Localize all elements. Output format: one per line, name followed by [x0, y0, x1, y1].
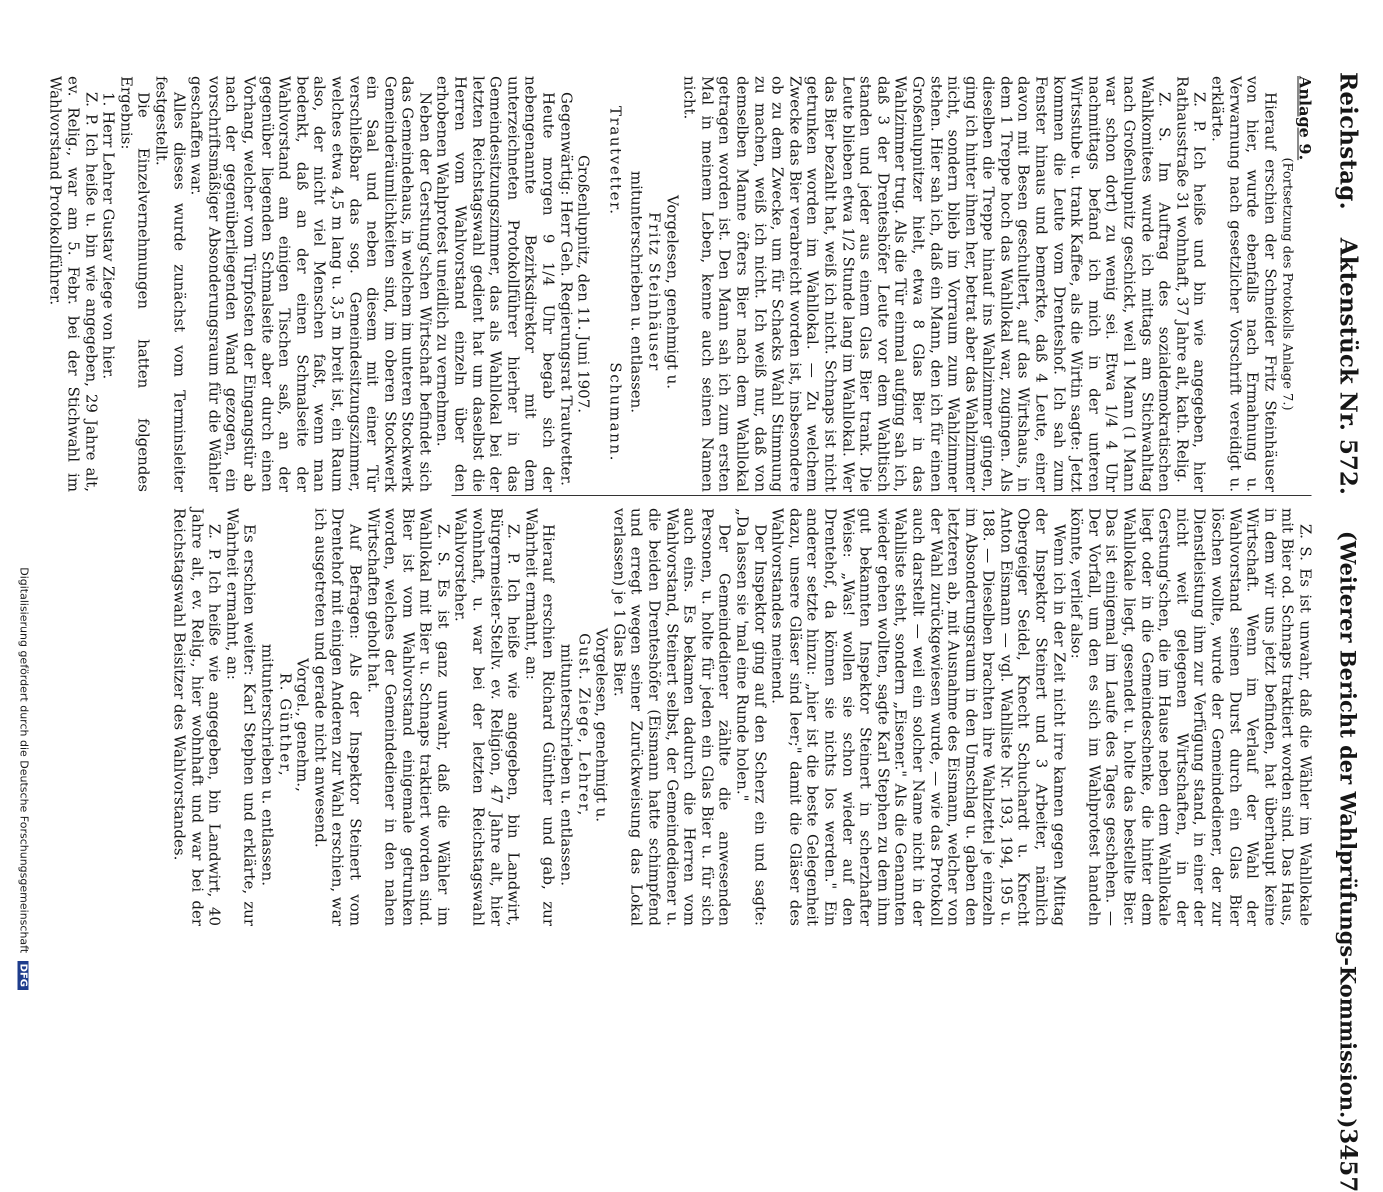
paragraph: Z. S. Es ist unwahr, daß die Wähler im Wahllokale mit Bier od. Schnaps traktiert worden sind. Das Haus, in dem wir uns jetzt befinden, hat überhaupt keine Wirtschaft. Wenn im Verlauf der Wahl der Wahlvorstand seinen Durst durch ein Glas Bier löschen wollte, wurde der Gemeindediener, der zur Dienstleistung ihm zur Verfügung stand, in einer der nicht weit gelegenen Wirtschaften, in der Gerstung'schen, die im Hause neben dem Wahllokale liegt oder in die Gemeindeschenke, die hinter dem Wahllokale liegt, gesendet u. holte das bestellte Bier. Das ist einigemal im Laufe des Tages geschehen. — Der Vorfall, um den es sich im Wahlprotest handeln könnte, verlief also: — [1067, 508, 1314, 926]
paragraph: Hierauf erschien der Schneider Fritz Steinhäuser von hier, wurde ebenfalls nach Ermahnung u. Verwarnung nach gesetzlicher Vorschrift vereidigt u. erklärte. — [1208, 76, 1279, 492]
signature-line: Vorgelesen, genehmigt u. — [662, 194, 681, 390]
paragraph: Neben der Gerstung'schen Wirtschaft befindet sich das Gemeindehaus, in welchem im unteren Stockwerk Gemeinderäumlichkeiten sind, im oberen Stockwerk ein Saal und neben diesem mit einer Tür verschließbar das sog. Gemeindesitzungszimmer, welches etwa 4,5 m lang u. 3,5 m breit ist, ein Raum also, der nicht viel Menschen faßt, wenn man bedenkt, daß an der einen Schmalseite der Wahlvorstand am einigen Tischen saß, an der gegenüber liegenden Schmalseite aber durch einen Vorhang, welcher vom Türpfosten der Eingangstür ab nach der gegenüberliegenden Wand gezogen, ein vorschriftsmäßiger Absonderungsraum für die Wähler geschaffen war. — [187, 76, 434, 492]
page-header — [1321, 72, 1361, 1192]
footer-text: Digitalisierung gefördert durch die Deutsche Forschungsgemeinschaft — [17, 567, 30, 954]
paragraph: Alles dieses wurde zunächst vom Terminsleiter festgestellt. — [152, 76, 188, 492]
header-continuation: (Weiterer Bericht der Wahlprüfungs-Kommission.) — [1335, 530, 1360, 1129]
paragraph: Z. P. Ich heiße u. bin wie angegeben, 29 Jahre alt, ev. Relig., war am 5. Febr. bei der Stichwahl im Wahlvorstand Protokollführer. — [46, 76, 100, 492]
column-divider — [451, 495, 1311, 496]
anlage-heading: Anlage 9. — [1295, 76, 1314, 161]
signature-line: mitunterschrieben u. entlassen. — [257, 643, 276, 886]
continuation-note: (Fortsetzung des Protokolls Anlage 7.) — [1279, 157, 1295, 411]
signature-line: mitunterschrieben u. entlassen. — [557, 643, 576, 886]
signature-trautvetter: Trautvetter. — [605, 106, 624, 216]
right-column — [169, 508, 1313, 926]
header-title: Aktenstück Nr. 572. — [1334, 237, 1361, 495]
paragraph: Die Einzelvernehmungen hatten folgendes Ergebnis: — [116, 76, 153, 492]
paragraph: Z. P. Ich heiße wie angegeben, bin Landwirt, Bürgermeister-Stellv. ev. Religion, 47 Jahre alt, hier wohnhaft, u. war bei der letzten Reichstagswahl Wahlvorsteher. — [451, 508, 523, 926]
paragraph: Wenn ich in der Zeit nicht irre kamen gegen Mittag der Inspektor Steinert und 3 Arbeiter, nämlich Obergeiger Seidel, Knecht Schuchardt u. Knecht Anton Eismann — vgl. Wahlliste Nr. 193, 194, 195 u. 188. — Dieselben brachten ihre Wahlzettel je einzeln im Absonderungsraum in den Umschlag u. gaben den letzteren ab, mit Ausnahme des Eismann, welcher von der Wahl zurückgewiesen wurde, — wie das Protokoll auch darstellt — weil ein solcher Name nicht in der Wahlliste steht, sondern „Eisener." Als die Genannten wieder gehen wollten, sagte Karl Stephen zu dem ihm gut bekannten Inspektor Steinert in scherzhafter Weise: „Was! wollen sie schon wieder auf den Drentehof, da können sie nichts los werden." Ein anderer setzte hinzu: „hier ist die beste Gelegenheit dazu, unsere Gläser sind leer;" damit die Gläser des Wahlvorstandes meinend. — [768, 508, 1068, 926]
place-date: Großenlupnitz, den 11. Juni 1907. — [574, 154, 593, 414]
paragraph: Es erschien weiter: Karl Stephen und erklärte, zur Wahrheit ermahnt, an: — [222, 508, 259, 926]
paragraph: Gegenwärtig: Herr Geh. Regierungsrat Trautvetter. — [556, 92, 575, 486]
digitization-footer — [12, 0, 30, 990]
signature-line: Vorgelesen, genehmigt u. — [592, 627, 611, 823]
paragraph: Heute morgen 9 1/4 Uhr begab sich der nebengenannte Bezirksdirektor mit dem unterzeichneten Protokollführer hierher in das Gemeindesitzungszimmer, das als Wahllokal bei der letzten Reichstagswahl gedient hat um daselbst die Herren vom Wahlvorstand einzeln über den erhobenen Wahlprotest uneidlich zu vernehmen. — [433, 76, 558, 492]
signature-pair — [605, 76, 623, 492]
signature-name: Gust. Ziege, Lehrer, — [574, 633, 593, 817]
paragraph: Auf Befragen: Als der Inspektor Steinert vom Drentehof mit einigen Anderen zur Wahl erschien, war ich ausgetreten und gerade nicht anwesend. — [310, 508, 364, 926]
paragraph: Z. S. Es ist ganz unwahr, daß die Wähler im Wahllokal mit Bier u. Schnaps traktiert worden sind. Bier ist vom Wahlvorstand einigemale getrunken worden, welches der Gemeindediener in den nahen Wirtschaften geholt hat. — [363, 508, 452, 926]
paragraph: Der Inspektor ging auf den Scherz ein und sagte: „Da lassen sie 'mal eine Runde holen." — [733, 508, 769, 926]
header-left: Reichstag. — [1334, 72, 1361, 210]
paragraph: Z. P. Ich heiße wie angegeben, bin Landwirt, 40 Jahre alt, ev. Relig., hier wohnhaft und war bei der Reichstagswahl Beisitzer des Wahlvorstandes. — [170, 508, 224, 926]
signature-name: R. Günther, — [275, 672, 294, 778]
left-column — [46, 76, 1313, 492]
signature-line: Vorgel., genehm., — [293, 658, 312, 792]
paragraph: Der Gemeindediener zählte die anwesenden Personen, u. holte für jeden ein Glas Bier u. für sich auch eins. Es bekamen dadurch die Herren vom Wahlvorstand, Steinert selbst, der Gemeindediener u. die beiden Drenteshöfer (Eismann hatte schimpfend und erregt wegen seiner Zurückweisung das Lokal verlassen) je 1 Glas Bier. — [609, 508, 734, 926]
dfg-logo-icon: DFG — [18, 961, 29, 990]
paragraph: Hierauf erschien Richard Günther und gab, zur Wahrheit ermahnt, an: — [521, 508, 558, 926]
paragraph: 1. Herr Lehrer Gustav Ziege von hier. — [99, 92, 118, 380]
paragraph: Z. P. Ich heiße und bin wie angegeben, hier Rathausstraße 31 wohnhaft, 37 Jahre alt, kath. Relig. — [1172, 76, 1209, 492]
signature-line: mitunterschrieben u. entlassen. — [627, 170, 646, 414]
signature-name: Fritz Steinhäuser — [645, 212, 664, 372]
page-number: 3457 — [1334, 1128, 1361, 1192]
paragraph: Z. S. Im Auftrag des sozialdemokratischen Wahlkomitees wurde ich mittags am Stichwahltag nach Großenlupnitz geschickt, weil 1 Mann (1 Mann war schon dort) zu wenig sei. Etwa 1/4 4 Uhr nachmittags befand ich mich in der unteren Wirtsstube u. trank Kaffee, als die Wirtin sagte: Jetzt kommen die Leute vom Drenteshof. Ich sah zum Fenster hinaus und bemerkte, daß 4 Leute, einer davon mit Besen geschultert, auf das Wirtshaus, in dem 1 Treppe hoch das Wahllokal war, zugingen. Als dieselben die Treppe hinauf ins Wahlzimmer gingen, ging ich hinter ihnen her, betrat aber das Wahlzimmer nicht, sondern blieb im Vorraum zum Wahlzimmer stehen. Hier sah ich, daß ein Mann, den ich für einen Großenlupnitzer hielt, etwa 8 Glas Bier in das Wahlzimmer trug. Als die Tür einmal aufging sah ich, daß 3 der Drenteshöfer Leute vor dem Wahltisch standen und jeder aus einem Glas Bier trank. Die Leute blieben etwa 1/2 Stunde lang im Wahllokal. Wer das Bier bezahlt hat, weiß ich nicht. Schnaps ist nicht getrunken worden im Wahllokal. — Zu welchem Zwecke das Bier verabreicht worden ist, insbesondere ob zu dem Zwecke, um für Schacks Wahl Stimmung zu machen, weiß ich nicht. Ich weiß nur, daß von demselben Manne öfters Bier nach dem Wahllokal getragen worden ist. Den Mann sah ich zum ersten Mal in meinem Leben, kenne auch seinen Namen nicht. — [680, 76, 1174, 492]
signature-schumann: Schumann. — [605, 362, 624, 462]
